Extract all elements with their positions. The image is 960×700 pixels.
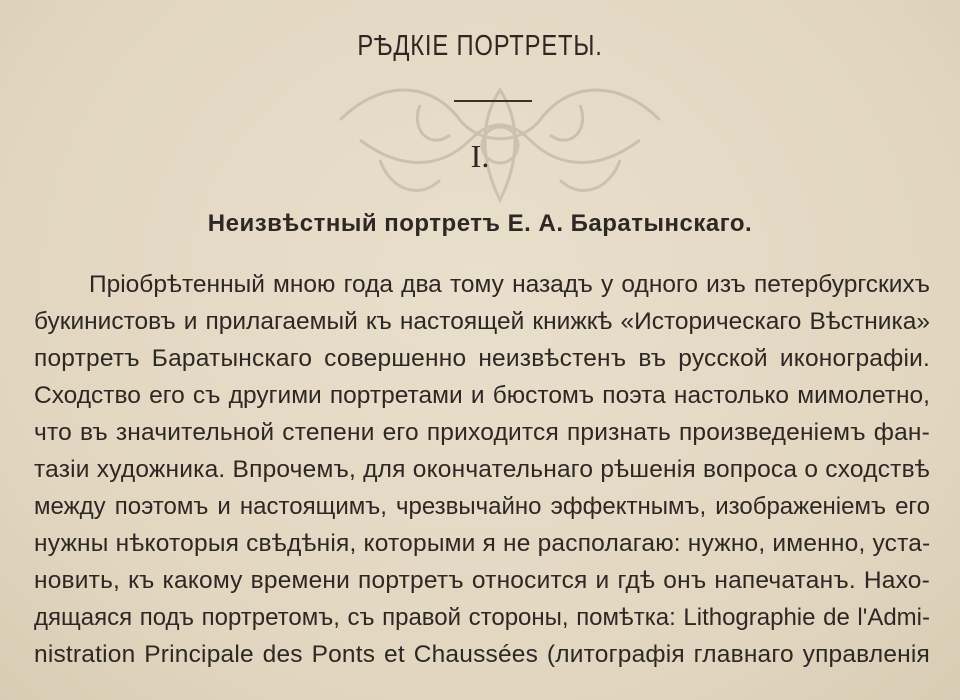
body-line: тазіи художника. Впрочемъ, для окончательнаго рѣшенія вопроса о сходствѣ (34, 456, 930, 483)
body-line: нужны нѣкоторыя свѣдѣнія, которыми я не располагаю: нужно, именно, уста- (34, 530, 931, 557)
article-body (34, 266, 930, 673)
body-line: Сходство его съ другими портретами и бюстомъ поэта настолько мимолетно, (34, 382, 930, 409)
body-line: портретъ Баратынскаго совершенно неизвѣстенъ въ русской иконографіи. (34, 345, 930, 372)
body-line: новить, къ какому времени портретъ относится и гдѣ онъ напечатанъ. Нахо- (34, 567, 930, 594)
title-divider (454, 100, 532, 102)
body-line: букинистовъ и прилагаемый къ настоящей книжкѣ «Историческаго Вѣстника» (34, 308, 930, 335)
body-line: что въ значительной степени его приходится признать произведеніемъ фан- (34, 419, 930, 446)
body-line: дящаяся подъ портретомъ, съ правой стороны, помѣтка: Lithographie de l'Admi- (34, 604, 930, 631)
body-line: Пріобрѣтенный мною года два тому назадъ у одного изъ петербургскихъ (89, 271, 930, 298)
section-title: РѢДКІЕ ПОРТРЕТЫ. (357, 30, 603, 62)
body-line: между поэтомъ и настоящимъ, чрезвычайно эффектнымъ, изображеніемъ его (34, 493, 930, 520)
body-line: nistration Principale des Ponts et Chaussées (литографія главнаго управленія (34, 641, 930, 668)
chapter-numeral: I. (470, 138, 490, 174)
article-title: Неизвѣстный портретъ Е. А. Баратынскаго. (207, 210, 753, 237)
